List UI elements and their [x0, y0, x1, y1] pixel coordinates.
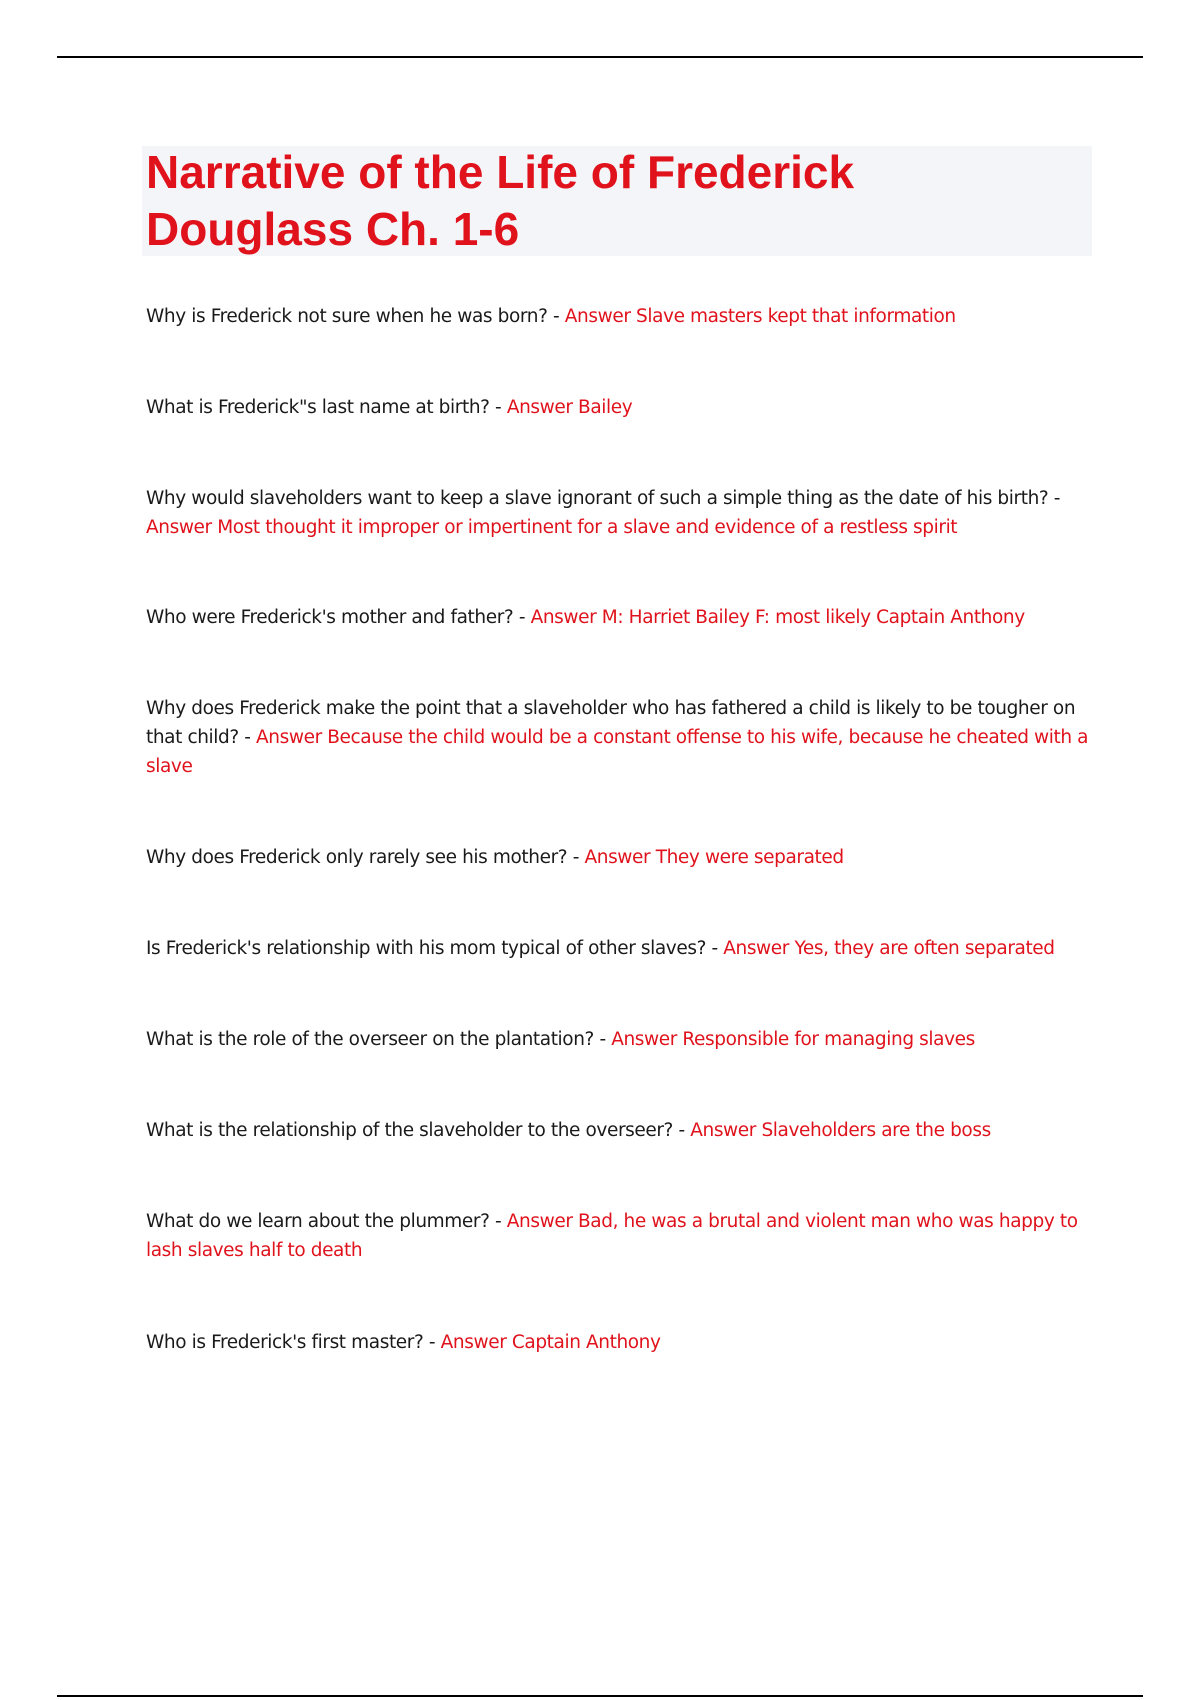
question: Why does Frederick only rarely see his mother? — [146, 847, 568, 868]
separator: - — [423, 1332, 441, 1353]
question: Who is Frederick's first master? — [146, 1332, 424, 1353]
separator: - — [547, 306, 565, 327]
question: What is Frederick"s last name at birth? — [146, 397, 490, 418]
qa-item-4 — [146, 603, 1096, 632]
separator: - — [489, 1211, 507, 1232]
qa-item-9 — [146, 1116, 1096, 1145]
qa-item-11 — [146, 1328, 1096, 1357]
question: What is the role of the overseer on the plantation? — [146, 1029, 594, 1050]
answer: Answer They were separated — [584, 847, 844, 868]
question: Why is Frederick not sure when he was born? — [146, 306, 548, 327]
separator: - — [1048, 488, 1061, 509]
question: What is the relationship of the slaveholder to the overseer? — [146, 1120, 673, 1141]
separator: - — [513, 607, 531, 628]
answer: Answer Bad, he was a brutal and violent man who was happy to lash slaves half to death — [146, 1211, 1078, 1261]
answer: Answer Bailey — [506, 397, 633, 418]
separator: - — [567, 847, 585, 868]
separator: - — [489, 397, 507, 418]
qa-item-10 — [146, 1207, 1096, 1265]
question: What do we learn about the plummer? — [146, 1211, 490, 1232]
answer: Answer Responsible for managing slaves — [611, 1029, 975, 1050]
answer: Answer Slave masters kept that information — [564, 306, 956, 327]
qa-item-6 — [146, 843, 1096, 872]
answer: Answer Most thought it improper or impertinent for a slave and evidence of a restless spirit — [146, 517, 958, 538]
answer: Answer Yes, they are often separated — [723, 938, 1055, 959]
page-title: Narrative of the Life of Frederick Douglass Ch. 1-6 — [146, 146, 855, 255]
separator: - — [705, 938, 724, 959]
answer: Answer Captain Anthony — [440, 1332, 661, 1353]
question: Why does Frederick make the point that a slaveholder who has fathered a child is likely to be tougher on that child? — [146, 698, 1076, 748]
question: Why would slaveholders want to keep a slave ignorant of such a simple thing as the date of his birth? — [146, 488, 1049, 509]
top-rule — [57, 56, 1143, 58]
qa-item-8 — [146, 1025, 1096, 1054]
separator: - — [672, 1120, 691, 1141]
separator: - — [238, 727, 257, 748]
bottom-rule — [57, 1695, 1143, 1697]
separator: - — [593, 1029, 612, 1050]
qa-item-2 — [146, 393, 1096, 422]
qa-item-7 — [146, 934, 1096, 963]
answer: Answer M: Harriet Bailey F: most likely Captain Anthony — [530, 607, 1025, 628]
answer: Answer Slaveholders are the boss — [690, 1120, 991, 1141]
question: Is Frederick's relationship with his mom typical of other slaves? — [146, 938, 706, 959]
qa-item-5 — [146, 694, 1096, 781]
answer: Answer Because the child would be a constant offense to his wife, because he cheated with a slave — [146, 727, 1089, 777]
qa-item-1 — [146, 302, 1096, 331]
qa-item-3 — [146, 484, 1096, 542]
question: Who were Frederick's mother and father? — [146, 607, 514, 628]
